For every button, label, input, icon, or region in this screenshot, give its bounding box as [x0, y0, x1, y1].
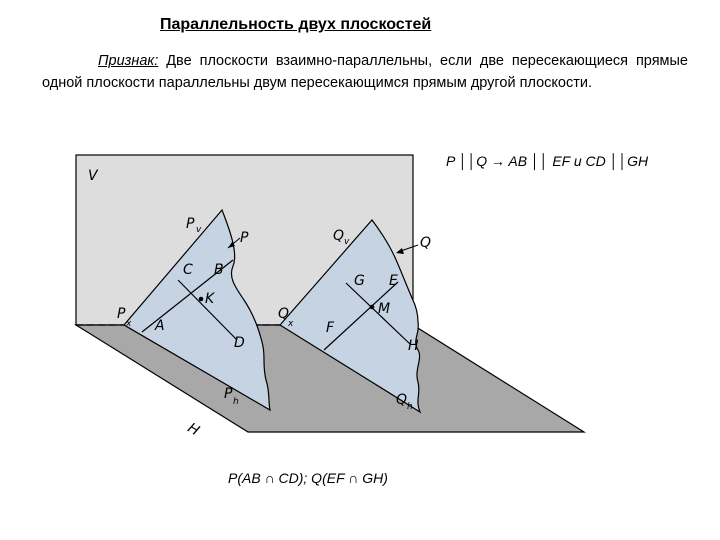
- label-point-M: M: [378, 301, 391, 317]
- label-Qx-sub: x: [288, 319, 294, 329]
- label-Ph: P: [224, 386, 233, 402]
- label-point-C: C: [183, 262, 193, 278]
- label-Pv: P: [186, 216, 195, 232]
- label-Qv-sub: v: [344, 237, 350, 247]
- label-H: H: [184, 420, 202, 440]
- page-title: Параллельность двух плоскостей: [160, 16, 432, 33]
- label-point-H: H: [408, 338, 419, 354]
- label-point-D: D: [234, 335, 245, 351]
- label-Px-sub: x: [126, 319, 132, 329]
- label-point-B: B: [214, 262, 224, 278]
- label-P: P: [240, 230, 249, 246]
- label-Ph-sub: h: [233, 397, 239, 407]
- definition-lead: Признак:: [98, 53, 159, 69]
- label-Qh-sub: h: [407, 402, 413, 412]
- point-M: [370, 305, 375, 310]
- label-Q: Q: [420, 235, 432, 251]
- label-point-F: F: [326, 320, 335, 336]
- label-V: V: [88, 168, 98, 184]
- label-point-K: K: [205, 291, 215, 307]
- label-Qv: Q: [333, 228, 345, 244]
- definition-text: Две плоскости взаимно-параллельны, если две пересекающиеся прямые одной плоскости параллельны двум пересекающимся прямым другой плоскости.: [42, 53, 688, 91]
- label-Qx: Q: [278, 306, 290, 322]
- intersection-formula: P(AB ∩ CD); Q(EF ∩ GH): [228, 470, 388, 486]
- point-K: [199, 297, 204, 302]
- label-point-E: E: [389, 273, 398, 289]
- label-Px: P: [117, 306, 126, 322]
- label-point-G: G: [354, 273, 365, 289]
- label-point-A: A: [155, 318, 165, 334]
- label-Qh: Q: [396, 392, 408, 408]
- parallel-condition-formula: P ││Q → AB ││ EF и CD ││GH: [446, 153, 649, 169]
- label-Pv-sub: v: [196, 225, 202, 235]
